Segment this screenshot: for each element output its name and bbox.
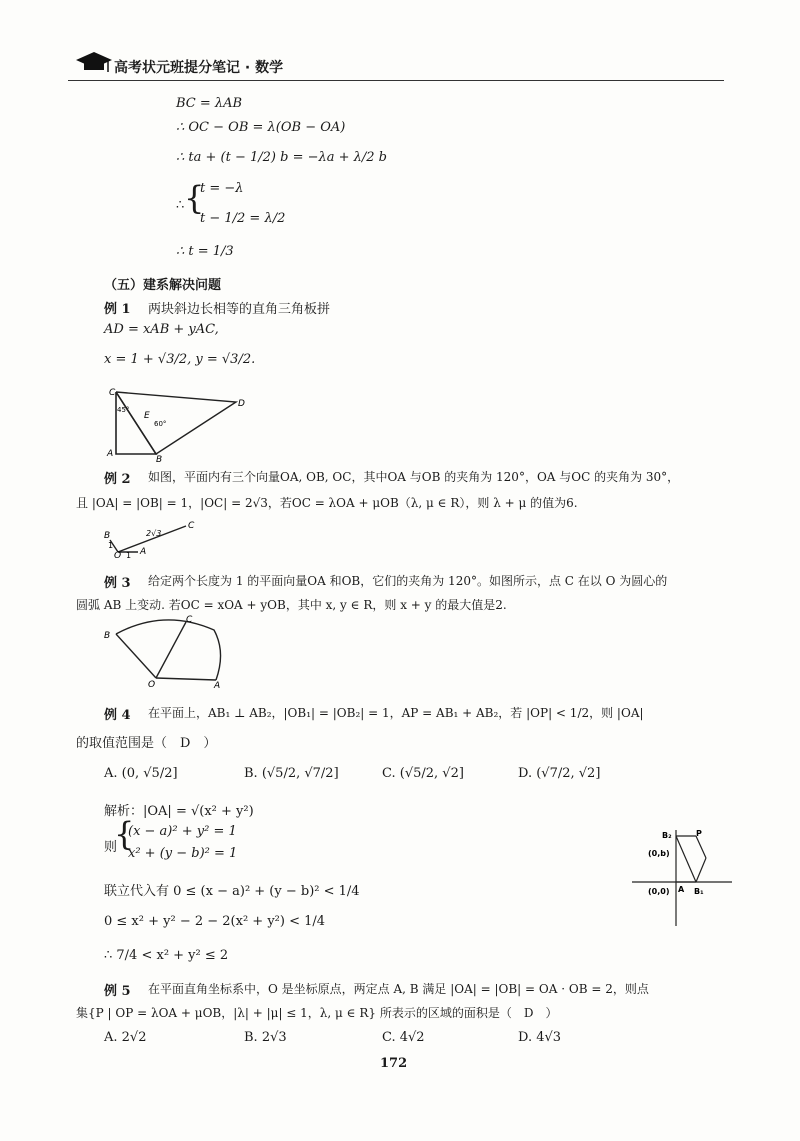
equation: x = 1 + √3/2, y = √3/2. [104,352,256,367]
graduation-cap-icon [74,50,114,76]
page-number: 172 [380,1056,408,1071]
angle-label: 45° [117,406,130,414]
option-d: D. (√7/2, √2] [518,766,601,781]
figure-triangles [104,384,254,462]
option-b: B. 2√3 [244,1030,287,1045]
figure-label: C [109,388,116,398]
figure-label: 1 [108,541,114,550]
derivation-line-5: ∴ t = 1/3 [176,244,234,259]
solution-line: 0 ≤ x² + y² − 2 − 2(x² + y²) < 1/4 [104,914,326,929]
derivation-line-3: ∴ ta + (t − 1/2) b = −λa + λ/2 b [176,150,387,165]
example-text: 两块斜边长相等的直角三角板拼 [148,302,331,317]
figure-coordinate [632,826,732,926]
example-text: 如图，平面内有三个向量OA, OB, OC，其中OA 与OB 的夹角为 120°，OA 与OC 的夹角为 30°， [148,470,680,484]
figure-label: 1 [126,551,132,558]
figure-label: (0,b) [648,849,670,858]
option-c: C. 4√2 [382,1030,425,1045]
example-label: 例 2 [104,472,131,487]
option-a: A. (0, √5/2] [104,766,178,781]
system-brace: { [184,179,205,217]
header-title: 高考状元班提分笔记 · 数学 [114,60,284,76]
example-text: 在平面上，AB₁ ⊥ AB₂，|OB₁| = |OB₂| = 1，AP = AB₁ + AB₂，若 |OP| < 1/2，则 |OA| [148,706,644,720]
figure-label: B [104,531,111,541]
derivation-line-4b: t − 1/2 = λ/2 [200,211,286,226]
figure-label: A [214,681,221,688]
figure-label: A [678,885,685,894]
figure-label: O [114,551,122,558]
figure-label: C [186,615,193,625]
option-b: B. (√5/2, √7/2] [244,766,339,781]
example-text: 且 |OA| = |OB| = 1，|OC| = 2√3，若OC = λOA + μOB（λ, μ ∈ R），则 λ + μ 的值为6. [76,496,578,510]
solution-line: 联立代入有 0 ≤ (x − a)² + (y − b)² < 1/4 [104,884,360,899]
option-c: C. (√5/2, √2] [382,766,464,781]
example-text: 给定两个长度为 1 的平面向量OA 和OB，它们的夹角为 120°。如图所示，点 C 在以 O 为圆心的 [148,574,668,588]
example-label: 例 3 [104,576,131,591]
example-text: 在平面直角坐标系中，O 是坐标原点，两定点 A, B 满足 |OA| = |OB| = OA · OB = 2，则点 [148,982,649,996]
header-divider [68,80,724,81]
equation: AD = xAB + yAC, [104,322,219,337]
figure-label: B₂ [662,831,672,840]
therefore-symbol: ∴ [176,198,185,213]
figure-label: O [148,680,156,688]
system-brace: { [114,815,135,853]
figure-vectors [102,516,202,558]
figure-arc [104,612,234,688]
solution-line: (x − a)² + y² = 1 [128,824,237,839]
solution-line: ∴ 7/4 < x² + y² ≤ 2 [104,948,229,963]
figure-label: (0,0) [648,887,670,896]
example-text: 圆弧 AB 上变动. 若OC = xOA + yOB，其中 x, y ∈ R，则 x + y 的最大值是2. [76,598,507,612]
derivation-line-4a: t = −λ [200,181,244,196]
figure-label: B [104,631,111,641]
figure-label: D [238,399,245,409]
example-text: 的取值范围是（ D ） [76,736,217,751]
figure-label: A [140,547,147,557]
example-label: 例 4 [104,708,131,723]
solution-line: 解析：|OA| = √(x² + y²) [104,804,254,819]
option-a: A. 2√2 [104,1030,147,1045]
example-text: 集{P | OP = λOA + μOB，|λ| + |μ| ≤ 1，λ, μ ∈ R} 所表示的区域的面积是（ D ） [76,1006,558,1020]
figure-label: E [144,411,150,421]
solution-prefix: 则 [104,840,118,855]
option-d: D. 4√3 [518,1030,562,1045]
figure-label: B₁ [694,887,704,896]
example-label: 例 1 [104,302,131,317]
figure-label: A [107,449,114,459]
derivation-line-1: BC = λAB [176,96,243,111]
example-label: 例 5 [104,984,131,999]
angle-label: 60° [154,420,167,428]
figure-label: P [696,829,702,838]
section-heading: （五）建系解决问题 [104,278,222,293]
figure-label: B [156,455,163,462]
figure-label: 2√3 [146,529,162,538]
derivation-line-2: ∴ OC − OB = λ(OB − OA) [176,120,346,135]
figure-label: C [188,521,195,531]
solution-line: x² + (y − b)² = 1 [128,846,238,861]
